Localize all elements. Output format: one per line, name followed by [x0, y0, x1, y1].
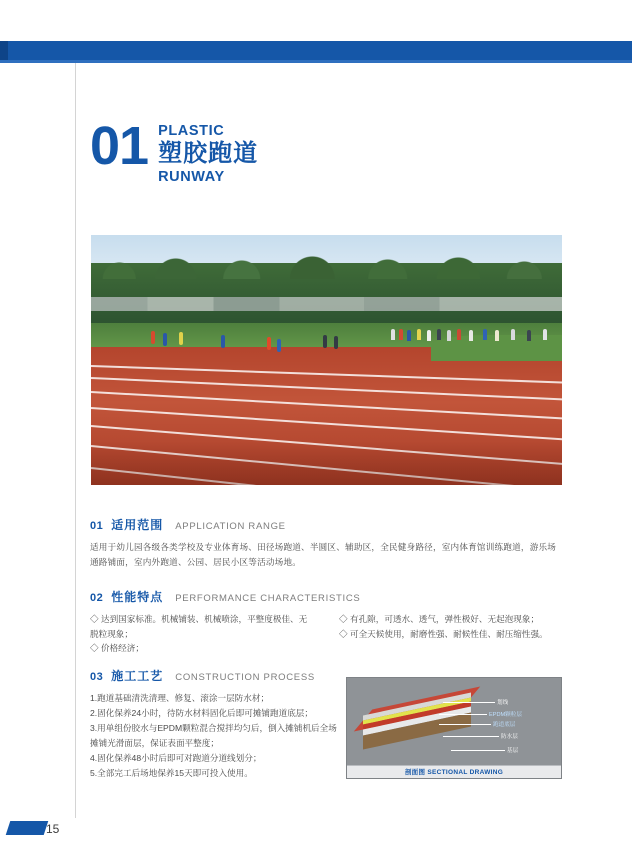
drawing-caption: 剖面图 SECTIONAL DRAWING	[347, 765, 561, 778]
page-title	[90, 118, 258, 186]
body-paragraph: 适用于幼儿园各级各类学校及专业体育场、田径场跑道、半圆区、辅助区，全民健身路径，室内体育馆训练跑道，游乐场通路铺面，室内外跑道、公园、居民小区等活动场地。	[90, 542, 557, 567]
process-step: 2.固化保养24小时，待防水材料固化后即可摊铺跑道底层；	[90, 708, 313, 718]
photo-treeline	[91, 263, 562, 327]
section-performance-characteristics	[90, 588, 570, 656]
page-number: 15	[46, 822, 60, 836]
photo-spectator	[391, 329, 395, 340]
photo-buildings	[91, 297, 562, 311]
process-step: 3.用单组份胶水与EPDM颗粒混合搅拌均匀后，倒入摊铺机后全场摊铺光滑面层，保证表面平整度；	[90, 723, 337, 748]
photo-spectator	[511, 329, 515, 340]
drawing-leader-line	[443, 702, 495, 703]
header-band-accent	[0, 41, 8, 60]
photo-runner	[267, 337, 271, 350]
photo-runner	[221, 335, 225, 348]
process-step: 4.固化保养48小时后即可对跑道分道线划分；	[90, 753, 262, 763]
section-body-columns	[90, 612, 570, 656]
section-title-chinese: 适用范围	[111, 518, 164, 532]
body-column-left	[90, 612, 315, 656]
section-body	[90, 540, 562, 569]
body-line: ◇ 有孔隙，可透水、透气，弹性极好、无起泡现象；	[339, 614, 540, 624]
body-line: ◇ 可全天候使用，耐磨性强、耐候性佳、耐压缩性强。	[339, 628, 548, 639]
photo-runner	[334, 336, 338, 349]
photo-runner	[151, 331, 155, 344]
photo-spectator	[417, 329, 421, 340]
section-application-range	[90, 516, 562, 569]
photo-runner	[179, 332, 183, 345]
drawing-label-track-base: 跑道底层	[493, 722, 516, 728]
section-title-english: CONSTRUCTION PROCESS	[175, 672, 315, 683]
photo-runner	[323, 335, 327, 348]
section-number: 01	[90, 520, 104, 532]
left-vertical-rule	[75, 63, 76, 818]
title-english-bottom: RUNWAY	[158, 169, 225, 185]
photo-spectator	[457, 329, 461, 340]
section-number: 02	[90, 592, 104, 604]
drawing-label-waterproof: 防水层	[501, 734, 518, 740]
title-text-group	[158, 118, 258, 186]
body-column-right	[339, 612, 564, 656]
photo-spectator	[437, 329, 441, 340]
footer-accent-tab	[6, 821, 49, 835]
photo-spectator	[407, 330, 411, 341]
process-step-list	[90, 691, 338, 781]
body-line: ◇ 达到国家标准。机械铺装、机械喷涂，平整度极佳、无脱粒现象；	[90, 614, 308, 639]
drawing-label-epdm: EPDM颗粒层	[489, 712, 522, 718]
section-header	[90, 516, 562, 533]
process-step: 5.全部完工后场地保养15天即可投入使用。	[90, 768, 253, 778]
photo-spectator	[399, 329, 403, 340]
photo-spectator	[427, 330, 431, 341]
photo-runner	[163, 333, 167, 346]
drawing-leader-line	[443, 736, 499, 737]
drawing-leader-line	[451, 750, 505, 751]
photo-runner	[277, 339, 281, 352]
title-chinese: 塑胶跑道	[158, 140, 259, 167]
header-band	[0, 41, 632, 60]
section-title-chinese: 施工工艺	[111, 669, 164, 683]
photo-foreground-shading	[91, 441, 562, 485]
section-number-large: 01	[90, 116, 149, 176]
photo-spectator	[495, 330, 499, 341]
drawing-label-marking: 划线	[497, 700, 509, 706]
hero-photo-running-track	[91, 235, 562, 485]
section-header	[90, 588, 570, 605]
section-title-english: PERFORMANCE CHARACTERISTICS	[175, 593, 361, 604]
drawing-label-subbase: 基层	[507, 748, 519, 754]
section-title-chinese: 性能特点	[111, 590, 164, 604]
photo-spectator	[447, 330, 451, 341]
photo-spectator	[543, 329, 547, 340]
sectional-drawing	[346, 677, 562, 779]
photo-spectator	[527, 330, 531, 341]
photo-spectator	[469, 330, 473, 341]
process-step: 1.跑道基础清洗清理、修复、滚涂一层防水材；	[90, 693, 270, 703]
title-english-top: PLASTIC	[158, 123, 225, 139]
drawing-leader-line	[439, 724, 491, 725]
header-band-underline	[0, 60, 632, 63]
body-line: ◇ 价格经济；	[90, 643, 144, 653]
drawing-leader-line	[439, 714, 487, 715]
section-number: 03	[90, 671, 104, 683]
photo-spectator	[483, 329, 487, 340]
section-title-english: APPLICATION RANGE	[175, 521, 286, 532]
